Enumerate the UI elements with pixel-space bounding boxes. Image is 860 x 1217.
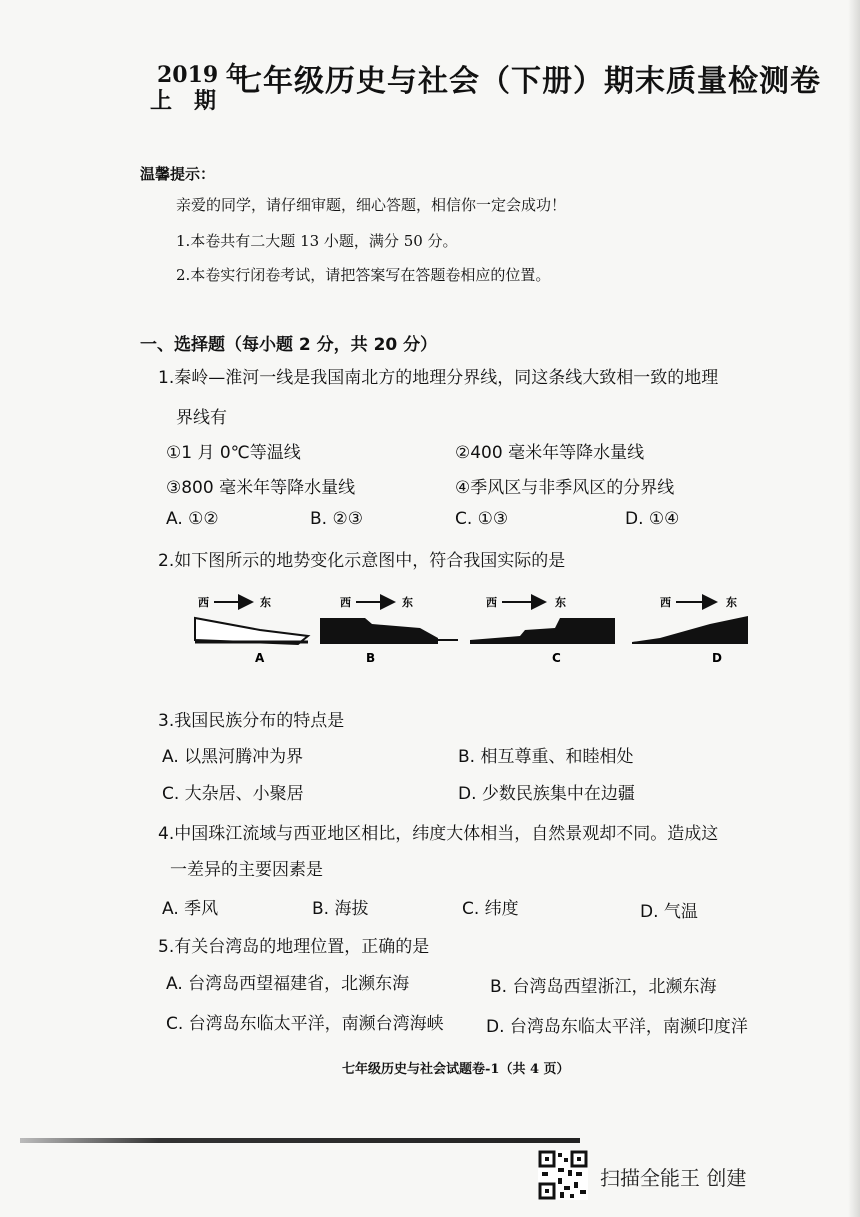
scan-artifact-bar [20, 1138, 580, 1143]
q1-item-3: ③800 毫米年等降水量线 [166, 478, 356, 498]
q2-stem: 2.如下图所示的地势变化示意图中，符合我国实际的是 [158, 551, 566, 571]
tip-line-3: 2.本卷实行闭卷考试，请把答案写在答题卷相应的位置。 [176, 266, 551, 284]
q5-option-a[interactable]: A. 台湾岛西望福建省，北濒东海 [166, 974, 410, 994]
terrain-profile-diagram [190, 592, 750, 667]
q1-option-c[interactable]: C. ①③ [455, 509, 509, 529]
q4-option-b[interactable]: B. 海拔 [312, 899, 369, 919]
panel-b-profile [320, 618, 438, 644]
panel-d-profile [632, 616, 748, 644]
exam-term: 上期 [150, 88, 239, 114]
q3-option-b[interactable]: B. 相互尊重、和睦相处 [458, 747, 634, 767]
q4-option-c[interactable]: C. 纬度 [462, 899, 519, 919]
page-title: 七年级历史与社会（下册）期末质量检测卷 [232, 64, 821, 99]
terrain-panel-d[interactable] [632, 595, 748, 665]
q1-item-4: ④季风区与非季风区的分界线 [455, 478, 675, 498]
panel-c-west: 西 [486, 596, 497, 609]
q3-option-a[interactable]: A. 以黑河腾冲为界 [162, 747, 304, 767]
q3-option-c[interactable]: C. 大杂居、小聚居 [162, 784, 304, 804]
q5-stem: 5.有关台湾岛的地理位置，正确的是 [158, 937, 430, 957]
q1-item-2: ②400 毫米年等降水量线 [455, 443, 645, 463]
panel-a-west: 西 [198, 596, 209, 609]
panel-b-west: 西 [340, 596, 351, 609]
panel-c-profile [470, 618, 615, 644]
tip-line-1: 亲爱的同学，请仔细审题，细心答题，相信你一定会成功！ [176, 196, 567, 214]
q5-option-c[interactable]: C. 台湾岛东临太平洋，南濒台湾海峡 [166, 1014, 444, 1034]
exam-year: 2019 年 [157, 62, 248, 88]
panel-a-label: A [255, 651, 265, 665]
scan-edge-shadow [848, 0, 860, 1217]
panel-c-label: C [552, 651, 561, 665]
q3-option-d[interactable]: D. 少数民族集中在边疆 [458, 784, 635, 804]
q4-option-a[interactable]: A. 季风 [162, 899, 219, 919]
q1-item-1: ①1 月 0℃等温线 [166, 443, 301, 463]
panel-b-east: 东 [402, 596, 413, 609]
scanner-watermark: 扫描全能王 创建 [600, 1166, 747, 1190]
q4-option-d[interactable]: D. 气温 [640, 902, 698, 922]
q1-stem-line1: 1.秦岭—淮河一线是我国南北方的地理分界线，同这条线大致相一致的地理 [158, 368, 719, 388]
q1-option-a[interactable]: A. ①② [166, 509, 219, 529]
q5-option-b[interactable]: B. 台湾岛西望浙江，北濒东海 [490, 977, 717, 997]
tips-heading: 温馨提示： [140, 165, 216, 183]
panel-d-east: 东 [726, 596, 737, 609]
tip-line-2: 1.本卷共有二大题 13 小题，满分 50 分。 [176, 232, 458, 250]
q1-option-b[interactable]: B. ②③ [310, 509, 363, 529]
panel-a-profile [195, 618, 308, 644]
panel-b-label: B [366, 651, 376, 665]
page-footer: 七年级历史与社会试题卷-1（共 4 页） [342, 1062, 570, 1077]
terrain-panel-c[interactable] [470, 595, 615, 665]
qr-code-icon [538, 1150, 588, 1200]
q1-option-d[interactable]: D. ①④ [625, 509, 680, 529]
panel-d-west: 西 [660, 596, 671, 609]
section-title: 一、选择题（每小题 2 分，共 20 分） [140, 335, 438, 355]
panel-d-label: D [712, 651, 722, 665]
q4-stem-line1: 4.中国珠江流域与西亚地区相比，纬度大体相当，自然景观却不同。造成这 [158, 824, 719, 844]
q3-stem: 3.我国民族分布的特点是 [158, 711, 345, 731]
panel-a-east: 东 [260, 596, 271, 609]
terrain-panel-b[interactable] [320, 595, 458, 665]
panel-c-east: 东 [555, 596, 566, 609]
q5-option-d[interactable]: D. 台湾岛东临太平洋，南濒印度洋 [486, 1017, 748, 1037]
terrain-panel-a[interactable] [195, 595, 308, 665]
q1-stem-line2: 界线有 [176, 408, 227, 428]
q4-stem-line2: 一差异的主要因素是 [170, 860, 323, 880]
